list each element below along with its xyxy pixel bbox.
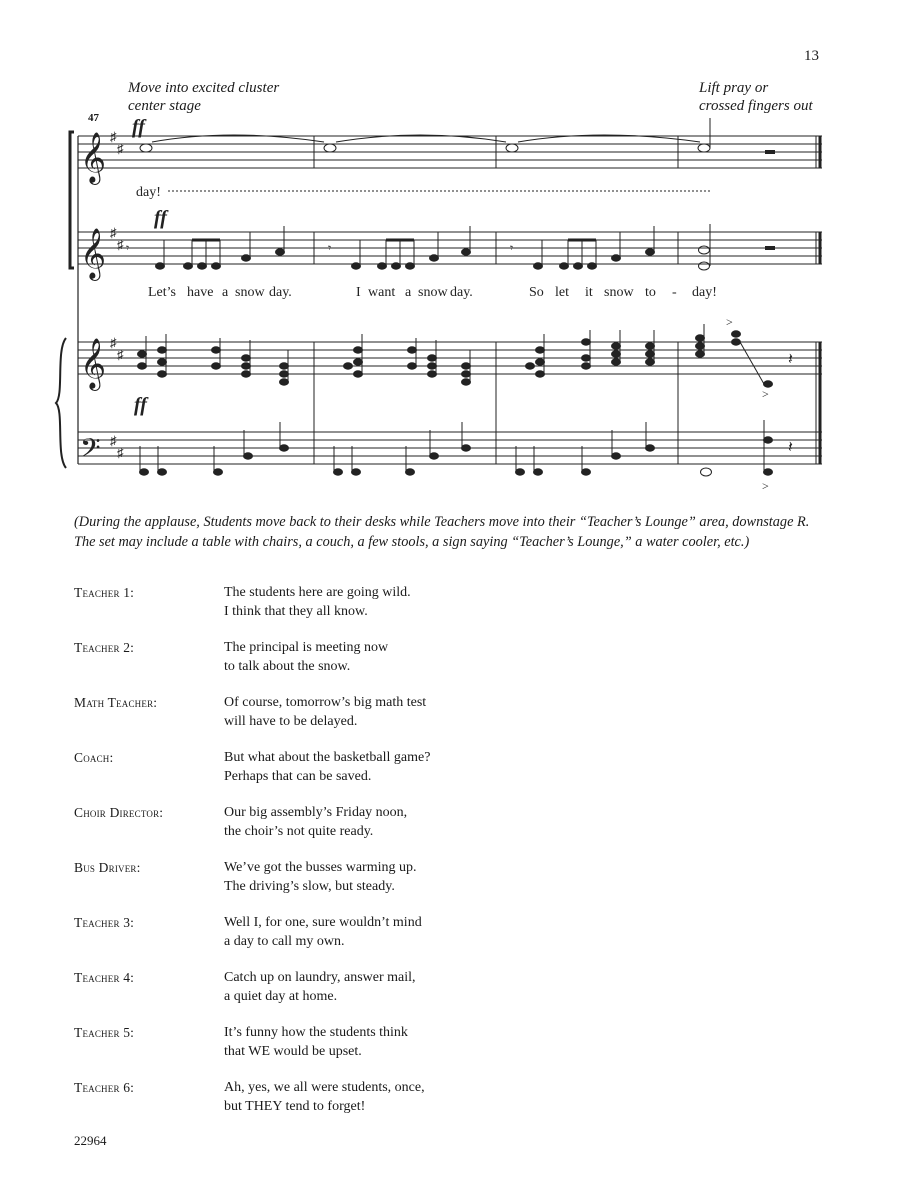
lyric-syllable: day. [269,285,292,300]
svg-text:♯: ♯ [117,445,124,460]
lyric-syllable: day! [136,185,161,200]
svg-text:𝄽: 𝄽 [788,439,793,456]
lyrics [136,185,717,300]
svg-text:𝄾: 𝄾 [126,241,130,255]
role-name: Choir Director: [74,805,164,820]
svg-text:𝄾: 𝄾 [328,241,332,255]
svg-text:>: > [726,315,733,329]
direction-text: Move into excited cluster [128,80,280,96]
direction-text: center stage [128,98,201,114]
page-number: 13 [804,48,819,64]
dynamic-mark: ff [134,394,147,416]
line-text: a quiet day at home. [224,989,338,1004]
line-text: a day to call my own. [224,934,345,949]
line-text: Ah, yes, we all were students, once, [224,1080,425,1095]
line-text: that WE would be upset. [224,1044,362,1059]
script-line [74,748,834,803]
svg-text:>: > [762,479,769,493]
line-text: Well I, for one, sure wouldn’t mind [224,915,422,930]
svg-text:♯: ♯ [117,141,124,156]
measure-number: 47 [88,112,99,124]
role-name: Math Teacher: [74,695,158,710]
role-name: Teacher 2: [74,640,135,655]
line-text: But what about the basketball game? [224,750,431,765]
role-name: Teacher 4: [74,970,135,985]
line-text: It’s funny how the students think [224,1025,408,1040]
role-name: Teacher 6: [74,1080,135,1095]
role-name: Teacher 5: [74,1025,135,1040]
alto-measure-4 [699,224,776,270]
role-name: Teacher 3: [74,915,135,930]
lyric-syllable: day! [692,285,717,300]
role-name: Coach: [74,750,114,765]
line-text: The principal is meeting now [224,640,389,655]
music-score [0,0,900,500]
line-text: the choir’s not quite ready. [224,824,374,839]
script-line [74,1023,834,1078]
script-line [74,1078,834,1133]
svg-text:𝄾: 𝄾 [510,241,514,255]
direction-text: Lift pray or [699,80,769,96]
lyric-syllable: Let’s [148,285,176,300]
lyric-syllable: to [645,285,656,300]
svg-text:𝄽: 𝄽 [788,351,793,368]
line-text: to talk about the snow. [224,659,351,674]
stage-note: (During the applause, Students move back to their desks while Teachers move into their “Teacher’s Lounge” area, downstage R. The set may include a table with chairs, a couch, a few stools, a sign saying “Teacher’s Lounge,” a water cooler, etc.) [74,514,810,550]
svg-text:♯: ♯ [110,225,117,240]
svg-text:♯: ♯ [117,347,124,362]
dynamic-mark: ff [132,116,145,138]
line-text: Our big assembly’s Friday noon, [224,805,408,820]
line-text: Catch up on laundry, answer mail, [224,970,416,985]
svg-text:>: > [762,387,769,401]
line-text: I think that they all know. [224,604,368,619]
svg-text:♯: ♯ [110,335,117,350]
svg-text:♯: ♯ [110,433,117,448]
line-text: We’ve got the busses warming up. [224,860,417,875]
line-text: Of course, tomorrow’s big math test [224,695,427,710]
script-line [74,803,834,858]
lyric-syllable: snow [235,285,265,300]
lyric-syllable: let [555,285,569,300]
piano-treble-staff [78,342,822,374]
line-text: will have to be delayed. [224,714,358,729]
lyric-syllable: day. [450,285,473,300]
lyric-syllable: a [405,285,412,300]
line-text: The driving’s slow, but steady. [224,879,395,894]
lyric-syllable: So [529,285,544,300]
script-line [74,693,834,748]
catalog-number: 22964 [74,1133,107,1148]
role-name: Bus Driver: [74,860,141,875]
treble-clef-icon: 𝄞 [80,133,107,182]
script-line [74,858,834,913]
bass-clef-icon: 𝄢 [80,433,101,469]
script-line [74,583,834,638]
lyric-syllable: want [368,285,396,300]
dynamic-mark: ff [154,207,167,229]
svg-text:♯: ♯ [110,129,117,144]
lyric-syllable: snow [418,285,448,300]
lyric-syllable: I [356,285,361,300]
line-text: Perhaps that can be saved. [224,769,372,784]
script-line [74,638,834,693]
clefs-and-keys [80,129,124,469]
lyric-syllable: it [585,285,593,300]
script-line [74,913,834,968]
lyric-syllable: - [672,285,677,300]
script-line [74,968,834,1023]
treble-clef-icon: 𝄞 [80,339,107,388]
treble-clef-icon: 𝄞 [80,229,107,278]
direction-text: crossed fingers out [699,98,813,114]
line-text: but THEY tend to forget! [224,1099,366,1114]
lyric-syllable: a [222,285,229,300]
piano-bass-staff [78,432,822,464]
lyric-syllable: snow [604,285,634,300]
line-text: The students here are going wild. [224,585,411,600]
role-name: Teacher 1: [74,585,135,600]
script-dialogue [74,583,834,1133]
svg-text:♯: ♯ [117,237,124,252]
lyric-syllable: have [187,285,214,300]
